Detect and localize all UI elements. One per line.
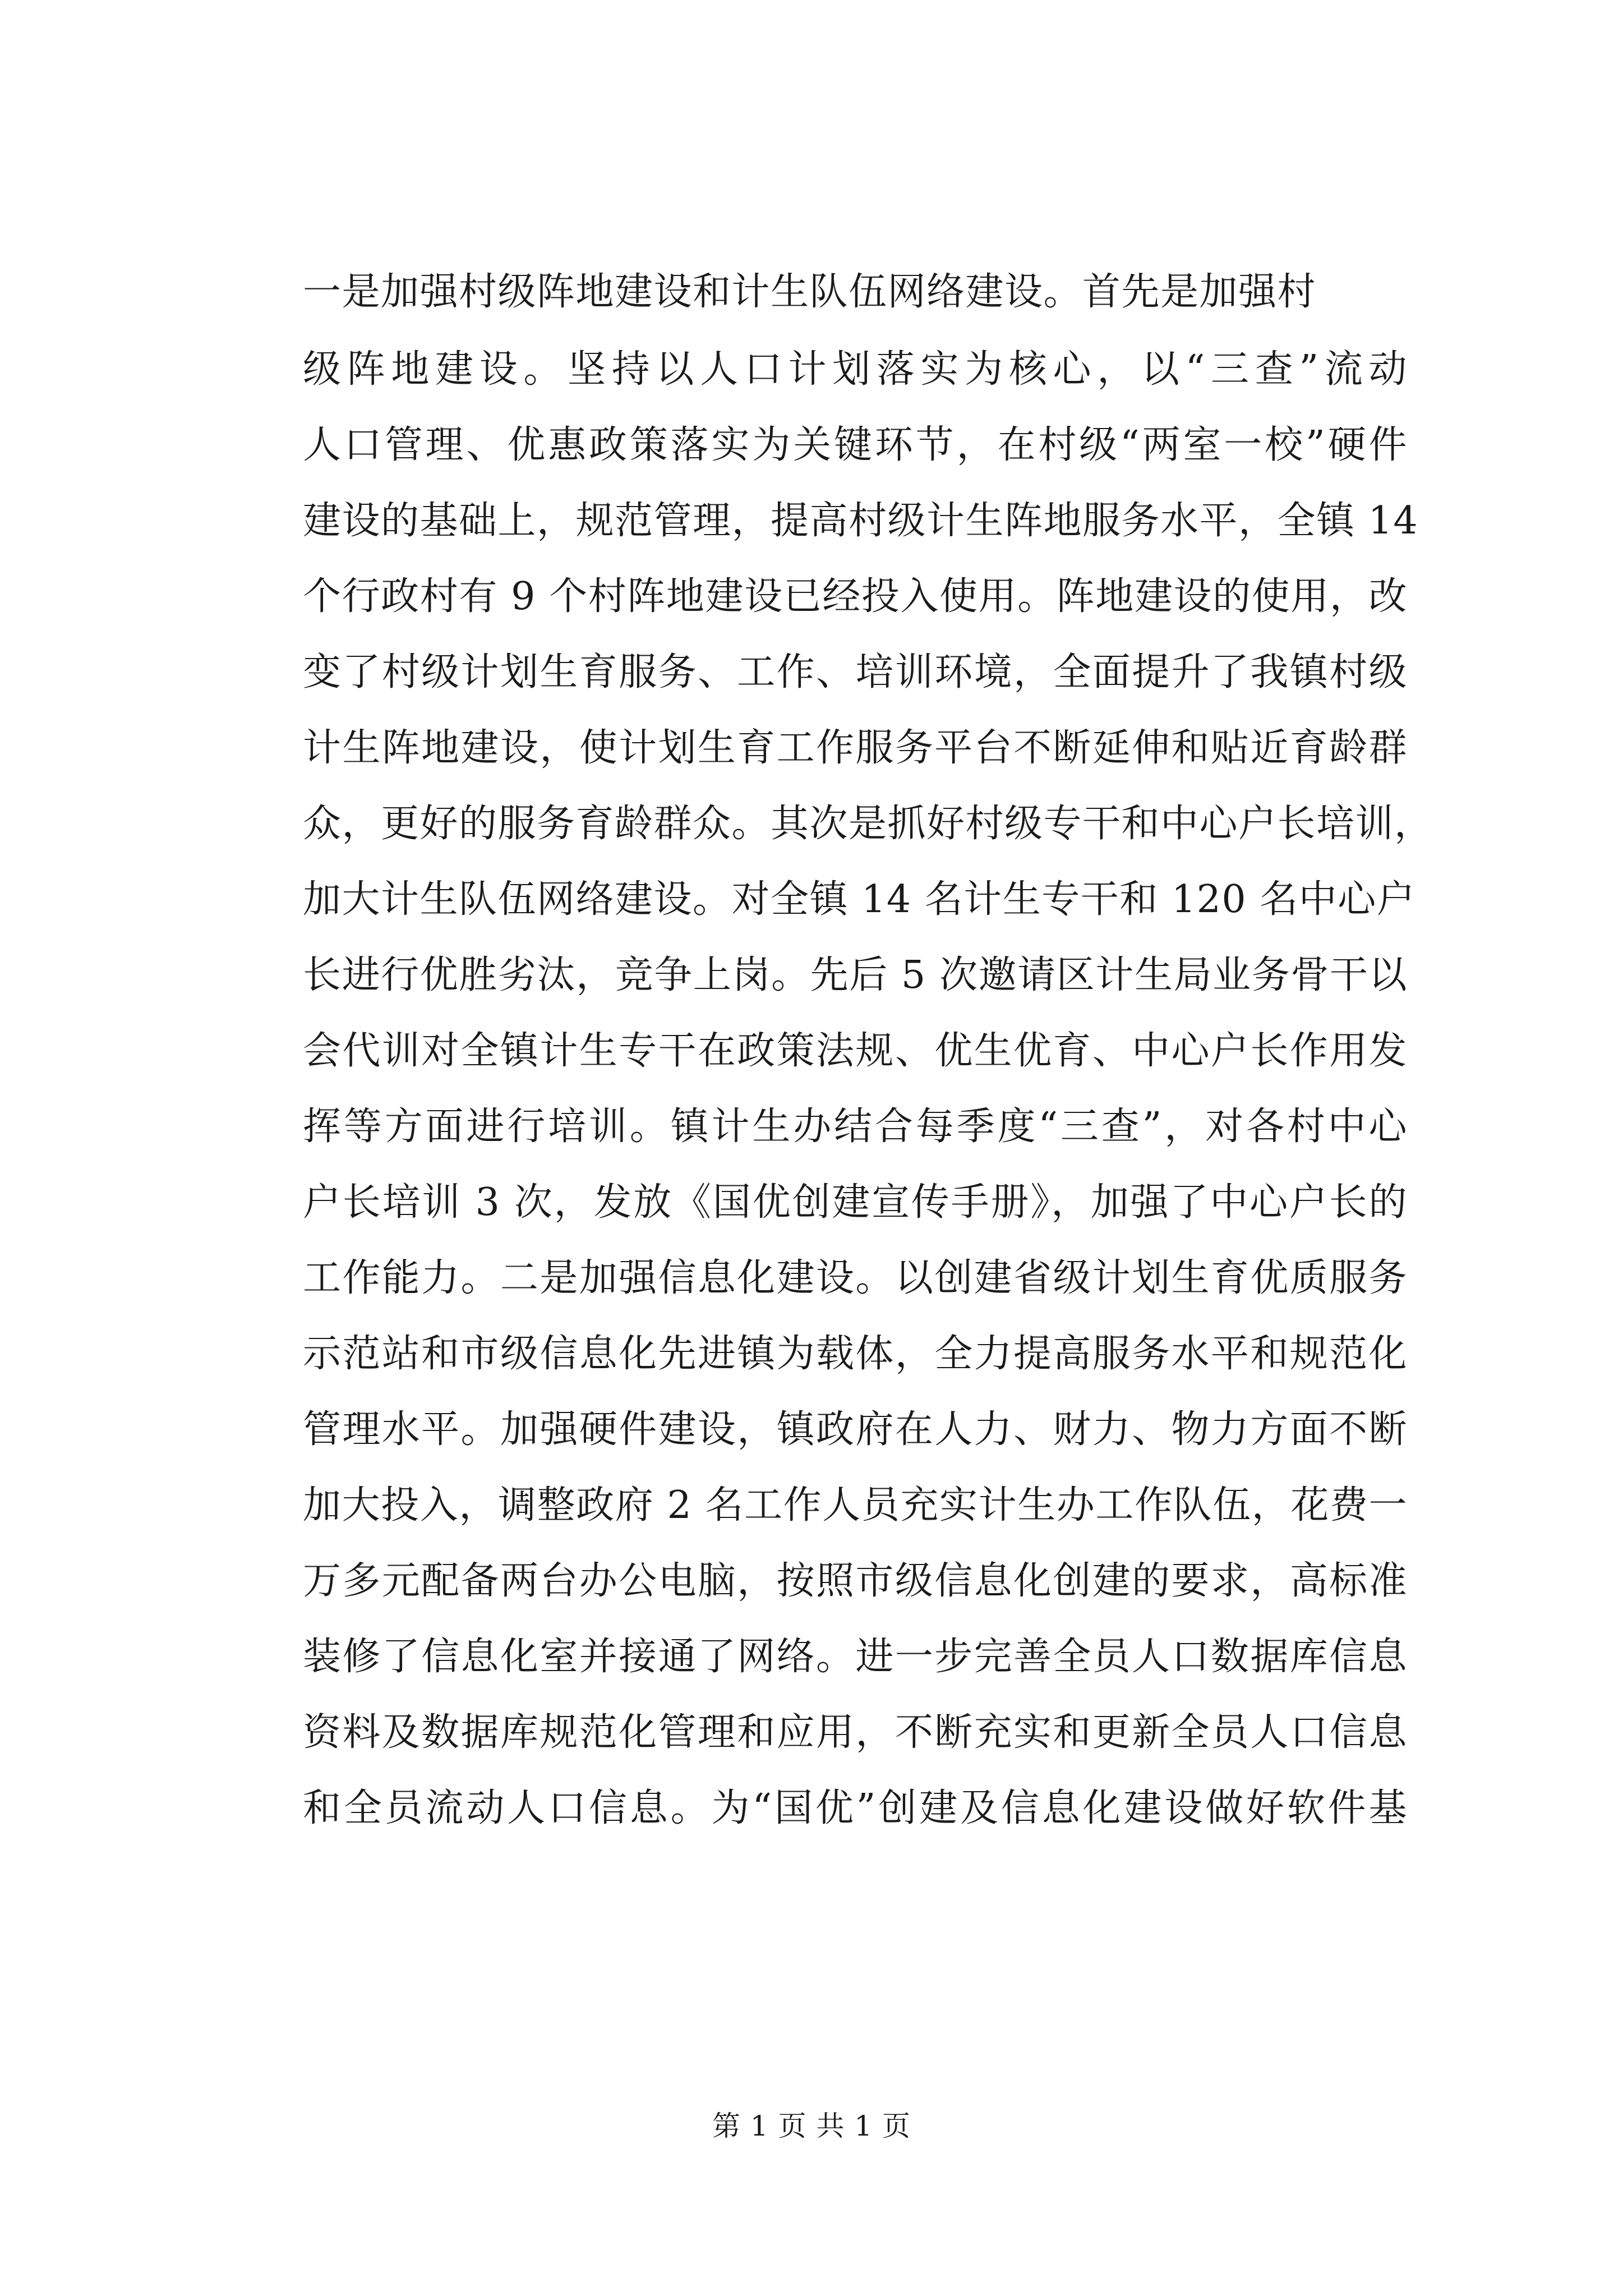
text-line: 级阵地建设。坚持以人口计划落实为核心，以“三查”流动 [303,347,1408,392]
text-line: 工作能力。二是加强信息化建设。以创建省级计划生育优质服务 [303,1256,1408,1300]
text-line: 建设的基础上，规范管理，提高村级计生阵地服务水平，全镇 14 [303,499,1419,543]
text-line: 一是加强村级阵地建设和计生队伍网络建设。首先是加强村 [303,270,1317,314]
page-number-footer: 第 1 页 共 1 页 [712,2110,911,2142]
text-line: 管理水平。加强硬件建设，镇政府在人力、财力、物力方面不断 [303,1407,1408,1452]
text-line: 人口管理、优惠政策落实为关键环节，在村级“两室一校”硬件 [303,423,1408,467]
text-line: 装修了信息化室并接通了网络。进一步完善全员人口数据库信息 [303,1635,1408,1679]
text-line: 和全员流动人口信息。为“国优”创建及信息化建设做好软件基 [303,1786,1408,1830]
text-line: 资料及数据库规范化管理和应用，不断充实和更新全员人口信息 [303,1710,1408,1755]
text-line: 会代训对全镇计生专干在政策法规、优生优育、中心户长作用发 [303,1029,1408,1073]
text-line: 计生阵地建设，使计划生育工作服务平台不断延伸和贴近育龄群 [303,726,1408,770]
text-line: 挥等方面进行培训。镇计生办结合每季度“三查”，对各村中心 [303,1105,1408,1149]
text-line: 长进行优胜劣汰，竞争上岗。先后 5 次邀请区计生局业务骨干以 [303,953,1408,997]
text-line: 户长培训 3 次，发放《国优创建宣传手册》，加强了中心户长的 [303,1180,1408,1225]
text-line: 加大计生队伍网络建设。对全镇 14 名计生专干和 120 名中心户 [303,877,1416,922]
text-line: 个行政村有 9 个村阵地建设已经投入使用。阵地建设的使用，改 [303,574,1408,619]
text-line: 加大投入，调整政府 2 名工作人员充实计生办工作队伍，花费一 [303,1483,1408,1527]
text-line: 示范站和市级信息化先进镇为载体，全力提高服务水平和规范化 [303,1332,1408,1376]
text-line: 众，更好的服务育龄群众。其次是抓好村级专干和中心户长培训， [303,802,1433,846]
text-line: 变了村级计划生育服务、工作、培训环境，全面提升了我镇村级 [303,650,1408,694]
text-line: 万多元配备两台办公电脑，按照市级信息化创建的要求，高标准 [303,1559,1408,1603]
